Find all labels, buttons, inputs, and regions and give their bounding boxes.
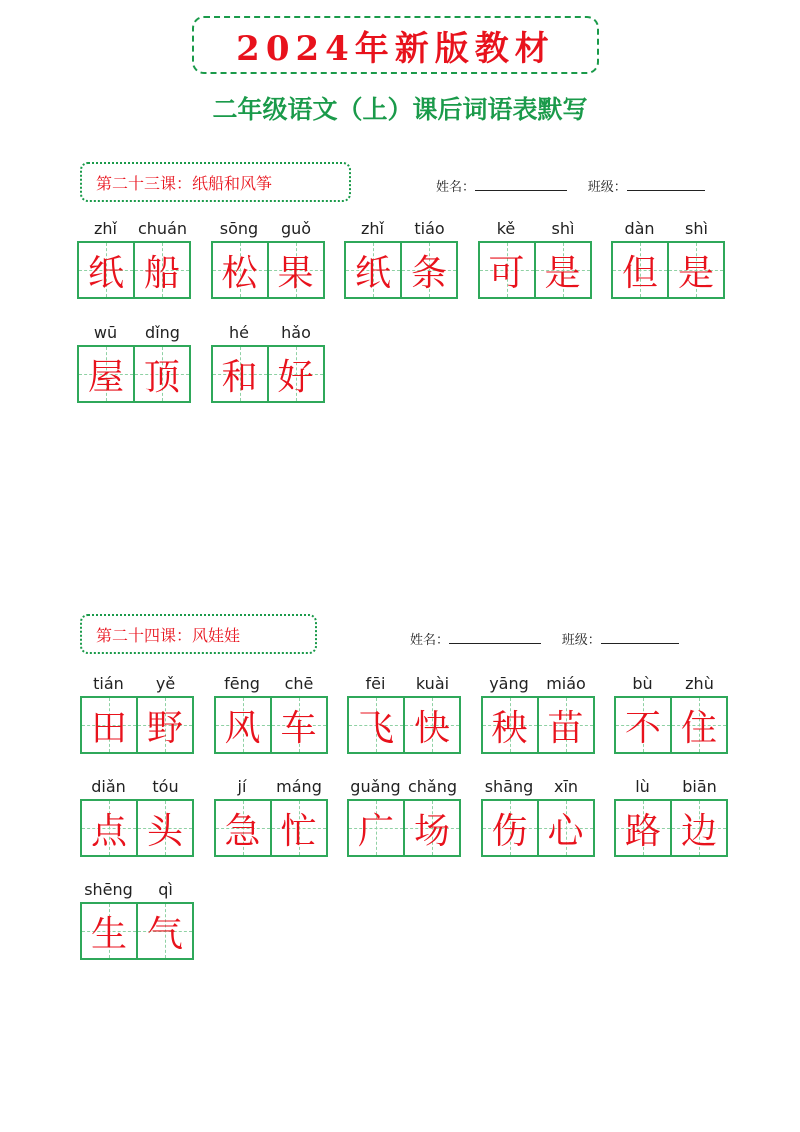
character-grid: [211, 241, 325, 299]
character-cell[interactable]: [537, 801, 593, 855]
character-cell[interactable]: [616, 801, 670, 855]
character-cell[interactable]: [670, 698, 726, 752]
pinyin-syllable: dàn: [624, 219, 655, 238]
pinyin-row: [80, 674, 194, 696]
character: 松: [221, 252, 258, 294]
character-grid: [481, 799, 595, 857]
character: 纸: [354, 252, 391, 294]
character-cell[interactable]: [349, 801, 403, 855]
character-grid: [344, 241, 458, 299]
word-item: [347, 674, 461, 754]
pinyin-row: [481, 674, 595, 696]
character-cell[interactable]: [79, 243, 133, 297]
name-blank[interactable]: [449, 631, 541, 644]
character-cell[interactable]: [270, 698, 326, 752]
pinyin-syllable: zhù: [685, 674, 714, 693]
pinyin-syllable: fēi: [365, 674, 386, 693]
character-grid: [80, 902, 194, 960]
word-item: [347, 777, 461, 857]
pinyin-row: [211, 219, 325, 241]
character-cell[interactable]: [79, 347, 133, 401]
name-blank[interactable]: [475, 178, 567, 191]
pinyin-syllable: fēng: [224, 674, 260, 693]
character-cell[interactable]: [670, 801, 726, 855]
word-item: [214, 674, 328, 754]
character: 果: [277, 252, 314, 294]
character-grid: [214, 799, 328, 857]
pinyin-syllable: hǎo: [281, 323, 311, 342]
word-item: [211, 219, 325, 299]
character-cell[interactable]: [270, 801, 326, 855]
character-cell[interactable]: [349, 698, 403, 752]
pinyin-syllable: shēng: [84, 880, 133, 899]
character-cell[interactable]: [133, 347, 189, 401]
character: 场: [413, 810, 450, 852]
pinyin-syllable: wū: [93, 323, 118, 342]
pinyin-syllable: xīn: [553, 777, 579, 796]
word-item: [478, 219, 592, 299]
character: 广: [357, 810, 394, 852]
character: 心: [547, 810, 584, 852]
character-grid: [614, 696, 728, 754]
character: 边: [680, 810, 717, 852]
character: 气: [146, 913, 183, 955]
pinyin-row: [614, 674, 728, 696]
pinyin-syllable: shāng: [484, 777, 534, 796]
lesson-tag-23: 第二十三课：纸船和风筝: [80, 162, 351, 202]
page-subtitle: 二年级语文（上）课后词语表默写: [212, 95, 588, 124]
pinyin-syllable: hé: [229, 323, 249, 342]
character: 飞: [357, 707, 394, 749]
character: 是: [677, 252, 714, 294]
pinyin-row: [80, 777, 194, 799]
pinyin-syllable: tiáo: [414, 219, 445, 238]
character: 船: [143, 252, 180, 294]
character-grid: [611, 241, 725, 299]
character: 条: [410, 252, 447, 294]
word-item: [211, 323, 325, 403]
pinyin-syllable: chuán: [137, 219, 188, 238]
character: 路: [624, 810, 661, 852]
character-cell[interactable]: [480, 243, 534, 297]
word-item: [614, 674, 728, 754]
word-item: [344, 219, 458, 299]
pinyin-row: [211, 323, 325, 345]
character: 伤: [491, 810, 528, 852]
pinyin-syllable: yě: [155, 674, 176, 693]
pinyin-syllable: shì: [685, 219, 708, 238]
student-info-24: [410, 629, 679, 648]
character-cell[interactable]: [136, 904, 192, 958]
character-cell[interactable]: [267, 243, 323, 297]
character-grid: [80, 799, 194, 857]
character-cell[interactable]: [216, 801, 270, 855]
character-cell[interactable]: [534, 243, 590, 297]
pinyin-syllable: yāng: [489, 674, 529, 693]
pinyin-syllable: diǎn: [91, 777, 126, 796]
pinyin-syllable: chē: [284, 674, 314, 693]
pinyin-syllable: jí: [237, 777, 247, 796]
character: 纸: [87, 252, 124, 294]
pinyin-row: [614, 777, 728, 799]
pinyin-syllable: zhǐ: [361, 219, 384, 238]
word-item: [80, 674, 194, 754]
character-cell[interactable]: [346, 243, 400, 297]
class-label: 班级：: [587, 180, 627, 195]
character-cell[interactable]: [216, 698, 270, 752]
class-label: 班级：: [561, 633, 601, 648]
character: 点: [90, 810, 127, 852]
student-info-23: [436, 176, 705, 195]
word-item: [481, 674, 595, 754]
character-cell[interactable]: [82, 698, 136, 752]
pinyin-row: [214, 674, 328, 696]
pinyin-syllable: chǎng: [407, 777, 458, 796]
character: 但: [621, 252, 658, 294]
pinyin-row: [478, 219, 592, 241]
character: 车: [280, 707, 317, 749]
character: 苗: [547, 707, 584, 749]
character-cell[interactable]: [400, 243, 456, 297]
character-cell[interactable]: [213, 243, 267, 297]
pinyin-syllable: guǎng: [350, 777, 401, 796]
character-grid: [614, 799, 728, 857]
word-item: [481, 777, 595, 857]
page-title: 2024年新版教材: [236, 28, 555, 69]
character-grid: [77, 345, 191, 403]
character: 田: [90, 707, 127, 749]
character-cell[interactable]: [133, 243, 189, 297]
word-item: [77, 219, 191, 299]
pinyin-syllable: sōng: [219, 219, 259, 238]
pinyin-syllable: qì: [158, 880, 173, 899]
character-cell[interactable]: [483, 801, 537, 855]
pinyin-syllable: shì: [551, 219, 575, 238]
pinyin-row: [344, 219, 458, 241]
pinyin-row: [347, 674, 461, 696]
pinyin-row: [347, 777, 461, 799]
word-item: [614, 777, 728, 857]
character-grid: [80, 696, 194, 754]
pinyin-row: [214, 777, 328, 799]
character: 屋: [87, 356, 124, 398]
pinyin-syllable: lù: [635, 777, 650, 796]
character-cell[interactable]: [667, 243, 723, 297]
pinyin-row: [77, 219, 191, 241]
word-item: [80, 880, 194, 960]
character-cell[interactable]: [82, 904, 136, 958]
character: 不: [624, 707, 661, 749]
word-item: [80, 777, 194, 857]
character: 风: [224, 707, 261, 749]
character: 快: [413, 707, 450, 749]
name-label: 姓名：: [436, 180, 476, 195]
pinyin-row: [77, 323, 191, 345]
character: 急: [224, 810, 261, 852]
pinyin-syllable: kuài: [415, 674, 450, 693]
character: 顶: [143, 356, 180, 398]
character-grid: [77, 241, 191, 299]
character-cell[interactable]: [267, 347, 323, 401]
character: 生: [90, 913, 127, 955]
pinyin-syllable: biān: [682, 777, 717, 796]
character-cell[interactable]: [483, 698, 537, 752]
character-grid: [347, 799, 461, 857]
pinyin-syllable: miáo: [546, 674, 586, 693]
character-cell[interactable]: [136, 698, 192, 752]
character-cell[interactable]: [537, 698, 593, 752]
character: 头: [146, 810, 183, 852]
character-grid: [211, 345, 325, 403]
word-item: [77, 323, 191, 403]
character: 忙: [280, 810, 317, 852]
pinyin-row: [611, 219, 725, 241]
character-cell[interactable]: [213, 347, 267, 401]
title-banner: [192, 16, 599, 74]
name-label: 姓名：: [410, 633, 450, 648]
pinyin-syllable: bù: [632, 674, 653, 693]
character-cell[interactable]: [82, 801, 136, 855]
word-item: [611, 219, 725, 299]
character: 是: [544, 252, 581, 294]
character-cell[interactable]: [403, 698, 459, 752]
pinyin-syllable: máng: [276, 777, 322, 796]
character-cell[interactable]: [616, 698, 670, 752]
pinyin-syllable: kě: [496, 219, 516, 238]
word-item: [214, 777, 328, 857]
pinyin-syllable: guǒ: [280, 219, 312, 238]
pinyin-row: [80, 880, 194, 902]
pinyin-syllable: dǐng: [145, 323, 180, 342]
pinyin-syllable: tóu: [152, 777, 179, 796]
character-grid: [478, 241, 592, 299]
character-grid: [214, 696, 328, 754]
pinyin-syllable: tián: [93, 674, 124, 693]
character-cell[interactable]: [613, 243, 667, 297]
character-cell[interactable]: [136, 801, 192, 855]
class-blank[interactable]: [627, 178, 705, 191]
class-blank[interactable]: [601, 631, 679, 644]
character-grid: [481, 696, 595, 754]
pinyin-syllable: zhǐ: [94, 219, 117, 238]
character-grid: [347, 696, 461, 754]
pinyin-row: [481, 777, 595, 799]
character: 可: [488, 252, 525, 294]
lesson-tag-24: 第二十四课：风娃娃: [80, 614, 317, 654]
character: 好: [277, 356, 314, 398]
character: 野: [146, 707, 183, 749]
character: 和: [221, 356, 258, 398]
character: 住: [680, 707, 717, 749]
character-cell[interactable]: [403, 801, 459, 855]
character: 秧: [491, 707, 528, 749]
